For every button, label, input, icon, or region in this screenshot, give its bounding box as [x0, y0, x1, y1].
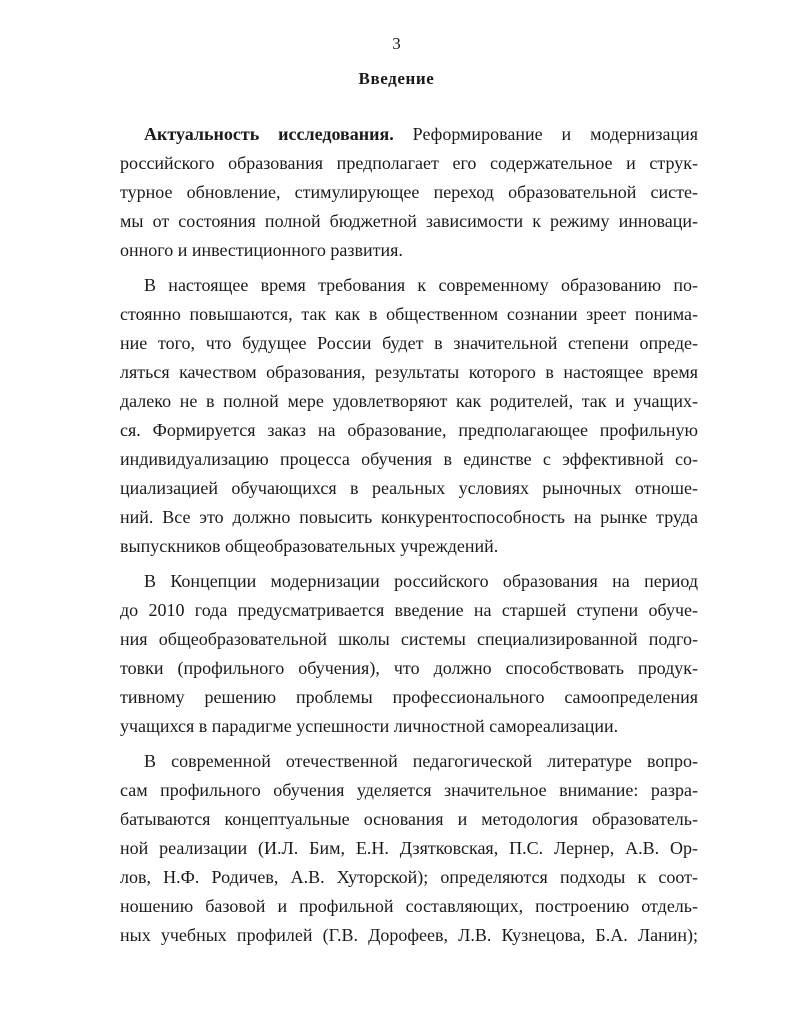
text-line: В современной отечественной педагогической литературе вопро-: [144, 751, 698, 771]
text-line: тивному решению проблемы профессионального самоопределения: [120, 687, 698, 707]
paragraph: [120, 747, 698, 950]
text-line: В Концепции модернизации российского образования на период: [144, 571, 698, 591]
text-line: батываются концептуальные основания и методология образователь-: [120, 809, 698, 829]
line-text: Реформирование и модернизация: [412, 124, 698, 144]
page-title: Введение: [358, 69, 435, 88]
text-line: ношению базовой и профильной составляющих, построению отдель-: [120, 896, 698, 916]
text-line: ся. Формируется заказ на образование, предполагающее профильную: [120, 420, 698, 440]
text-line: выпускников общеобразовательных учреждений.: [120, 536, 499, 556]
text-line: российского образования предполагает его содержательное и струк-: [120, 153, 698, 173]
text-line: сам профильного обучения уделяется значительное внимание: разра-: [120, 780, 698, 800]
text-line: далеко не в полной мере удовлетворяют как родителей, так и учащих-: [120, 391, 698, 411]
text-line: товки (профильного обучения), что должно способствовать продук-: [120, 658, 698, 678]
text-line: ной реализации (И.Л. Бим, Е.Н. Дзятковская, П.С. Лернер, А.В. Ор-: [120, 838, 698, 858]
text-line: турное обновление, стимулирующее переход образовательной систе-: [120, 182, 698, 202]
text-line: до 2010 года предусматривается введение на старшей ступени обуче-: [120, 600, 698, 620]
text-line: мы от состояния полной бюджетной зависимости к режиму инноваци-: [120, 211, 698, 231]
text-line: учащихся в парадигме успешности личностной самореализации.: [120, 716, 619, 736]
text-line: ний. Все это должно повысить конкурентоспособность на рынке труда: [120, 507, 698, 527]
text-line: ных учебных профилей (Г.В. Дорофеев, Л.В. Кузнецова, Б.А. Ланин);: [120, 925, 698, 945]
text-line: ние того, что будущее России будет в значительной степени опреде-: [120, 333, 698, 353]
page-number: 3: [392, 34, 401, 53]
text-line: лов, Н.Ф. Родичев, А.В. Хуторской); определяются подходы к соот-: [120, 867, 698, 887]
paragraph: [120, 120, 698, 265]
text-line: индивидуализацию процесса обучения в единстве с эффективной со-: [120, 449, 698, 469]
paragraph: [120, 567, 698, 741]
text-line: онного и инвестиционного развития.: [120, 240, 403, 260]
paragraph: [120, 271, 698, 561]
text-line: ляться качеством образования, результаты которого в настоящее время: [120, 362, 698, 382]
text-line: ния общеобразовательной школы системы специализированной подго-: [120, 629, 698, 649]
text-line: стоянно повышаются, так как в общественном сознании зреет понима-: [120, 304, 698, 324]
paragraph-lead: Актуальность исследования.: [144, 124, 394, 144]
text-line: [120, 120, 698, 149]
text-line: В настоящее время требования к современному образованию по-: [144, 275, 698, 295]
body-text: [120, 120, 698, 950]
text-line: циализацией обучающихся в реальных условиях рыночных отноше-: [120, 478, 698, 498]
